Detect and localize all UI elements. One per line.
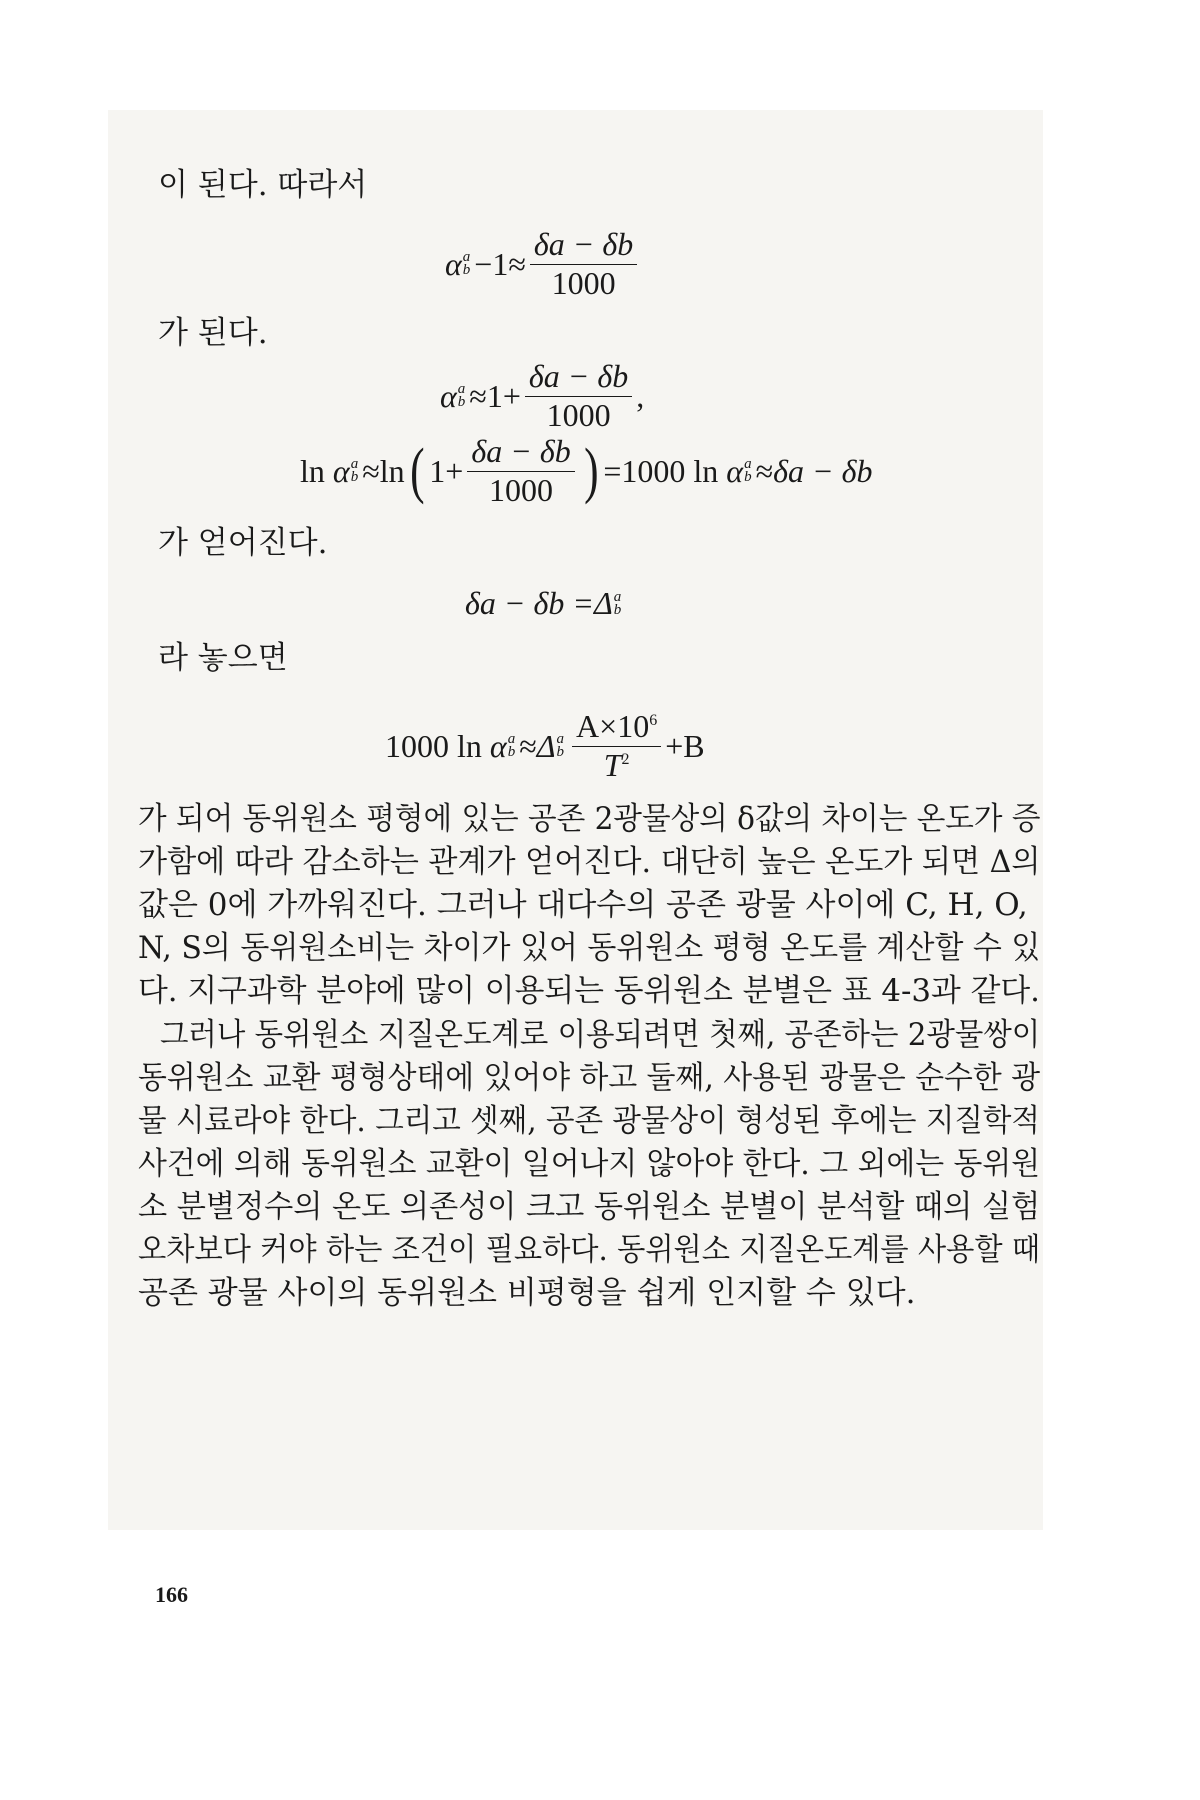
eq3-rhs: =1000 ln xyxy=(603,452,719,489)
eq5-fraction xyxy=(572,710,661,782)
eq3-rhs-rel: ≈ xyxy=(755,452,774,489)
eq3-rhs-sub: b xyxy=(744,469,752,486)
eq5-numerator xyxy=(572,710,661,747)
body-line: 소 분별정수의 온도 의존성이 크고 동위원소 분별이 분석할 때의 실험 xyxy=(138,1189,1041,1225)
eq5-rel: ≈ xyxy=(519,727,537,764)
equation-4 xyxy=(465,585,625,622)
eq4-sup: a xyxy=(613,588,622,605)
eq2-fraction xyxy=(525,360,632,432)
eq2-sub: b xyxy=(457,394,466,411)
eq5-denominator xyxy=(600,747,634,783)
eq2-trail: , xyxy=(636,377,645,414)
eq3-rhs-sup: a xyxy=(744,456,752,473)
eq3-rel1: ≈ln xyxy=(362,452,405,489)
eq2-alpha: α xyxy=(440,377,457,414)
eq5-num-exp: 6 xyxy=(649,712,658,729)
body-line: 다. 지구과학 분야에 많이 이용되는 동위원소 분별은 표 4-3과 같다. xyxy=(138,973,1040,1009)
eq5-delta-sub: b xyxy=(556,744,565,761)
eq1-sub: b xyxy=(462,262,471,279)
body-line: 가함에 따라 감소하는 관계가 얻어진다. 대단히 높은 온도가 되면 Δ의 xyxy=(138,844,1041,880)
eq5-sub: b xyxy=(507,744,516,761)
eq1-denominator: 1000 xyxy=(551,264,616,301)
eq3-fraction xyxy=(467,435,574,507)
body-line: 가 되어 동위원소 평형에 있는 공존 2광물상의 δ값의 차이는 온도가 증 xyxy=(138,801,1041,837)
eq5-den-exp: 2 xyxy=(621,750,630,768)
eq1-rest: −1≈ xyxy=(474,245,526,282)
eq3-denominator: 1000 xyxy=(489,471,554,508)
eq1-supsub xyxy=(463,251,471,277)
body-line: 오차보다 커야 하는 조건이 필요하다. 동위원소 지질온도계를 사용할 때 xyxy=(138,1232,1041,1268)
eq5-delta-supsub xyxy=(557,733,565,759)
equation-2 xyxy=(440,360,644,432)
eq3-inner-lead: 1+ xyxy=(429,452,464,489)
eq5-sup: a xyxy=(507,731,516,748)
eq3-ln: ln xyxy=(300,452,325,489)
eq2-rel: ≈1+ xyxy=(469,377,521,414)
body-line: N, S의 동위원소비는 차이가 있어 동위원소 평형 온도를 계산할 수 있 xyxy=(138,930,1041,966)
equation-5 xyxy=(385,710,705,782)
eq4-sub: b xyxy=(613,601,622,618)
eq1-alpha: α xyxy=(445,245,462,282)
eq3-rhs-end: δa − δb xyxy=(773,452,873,489)
text-line-2: 가 된다. xyxy=(158,315,268,351)
eq3-supsub xyxy=(351,458,359,484)
eq2-denominator: 1000 xyxy=(546,396,611,433)
eq5-den-base: T xyxy=(603,746,622,783)
eq3-right-paren: ) xyxy=(583,437,599,506)
eq1-fraction xyxy=(530,228,637,300)
equation-3 xyxy=(300,435,872,507)
eq5-supsub xyxy=(508,733,516,759)
eq5-alpha: α xyxy=(489,727,507,764)
eq1-sup: a xyxy=(462,249,471,266)
eq4-supsub xyxy=(613,588,622,618)
eq5-lead: 1000 ln xyxy=(385,727,482,764)
eq3-left-paren: ( xyxy=(409,437,425,506)
body-line: 물 시료라야 한다. 그리고 셋째, 공존 광물상이 형성된 후에는 지질학적 xyxy=(138,1103,1040,1139)
eq2-numerator: δa − δb xyxy=(525,360,632,397)
body-line: 사건에 의해 동위원소 교환이 일어나지 않아야 한다. 그 외에는 동위원 xyxy=(138,1146,1041,1182)
page-number: 166 xyxy=(155,1582,188,1607)
eq5-delta-sup: a xyxy=(556,731,565,748)
body-line: 그러나 동위원소 지질온도계로 이용되려면 첫째, 공존하는 2광물쌍이 xyxy=(160,1017,1041,1053)
equation-1 xyxy=(445,228,641,300)
body-line: 동위원소 교환 평형상태에 있어야 하고 둘째, 사용된 광물은 순수한 광 xyxy=(138,1060,1041,1096)
eq3-alpha: α xyxy=(332,452,350,489)
eq5-tail: +B xyxy=(665,727,705,764)
eq2-sup: a xyxy=(457,381,466,398)
body-line: 값은 0에 가까워진다. 그러나 대다수의 공존 광물 사이에 C, H, O, xyxy=(138,887,1028,923)
eq4-delta: Δ xyxy=(593,585,613,621)
eq4-lhs: δa − δb = xyxy=(465,585,594,621)
text-line-4: 라 놓으면 xyxy=(158,640,288,676)
eq3-sub: b xyxy=(350,469,359,486)
eq5-delta: Δ xyxy=(536,727,556,764)
text-line-3: 가 얻어진다. xyxy=(158,525,328,561)
eq1-numerator: δa − δb xyxy=(530,228,637,265)
text-line-1: 이 된다. 따라서 xyxy=(158,167,368,203)
body-line: 공존 광물 사이의 동위원소 비평형을 쉽게 인지할 수 있다. xyxy=(138,1275,916,1311)
eq3-sup: a xyxy=(350,456,359,473)
eq5-num-base: A×10 xyxy=(576,708,650,744)
eq2-supsub xyxy=(458,383,466,409)
eq3-numerator: δa − δb xyxy=(467,435,574,472)
eq3-rhs-supsub xyxy=(744,458,752,484)
eq3-rhs-alpha: α xyxy=(726,452,744,489)
